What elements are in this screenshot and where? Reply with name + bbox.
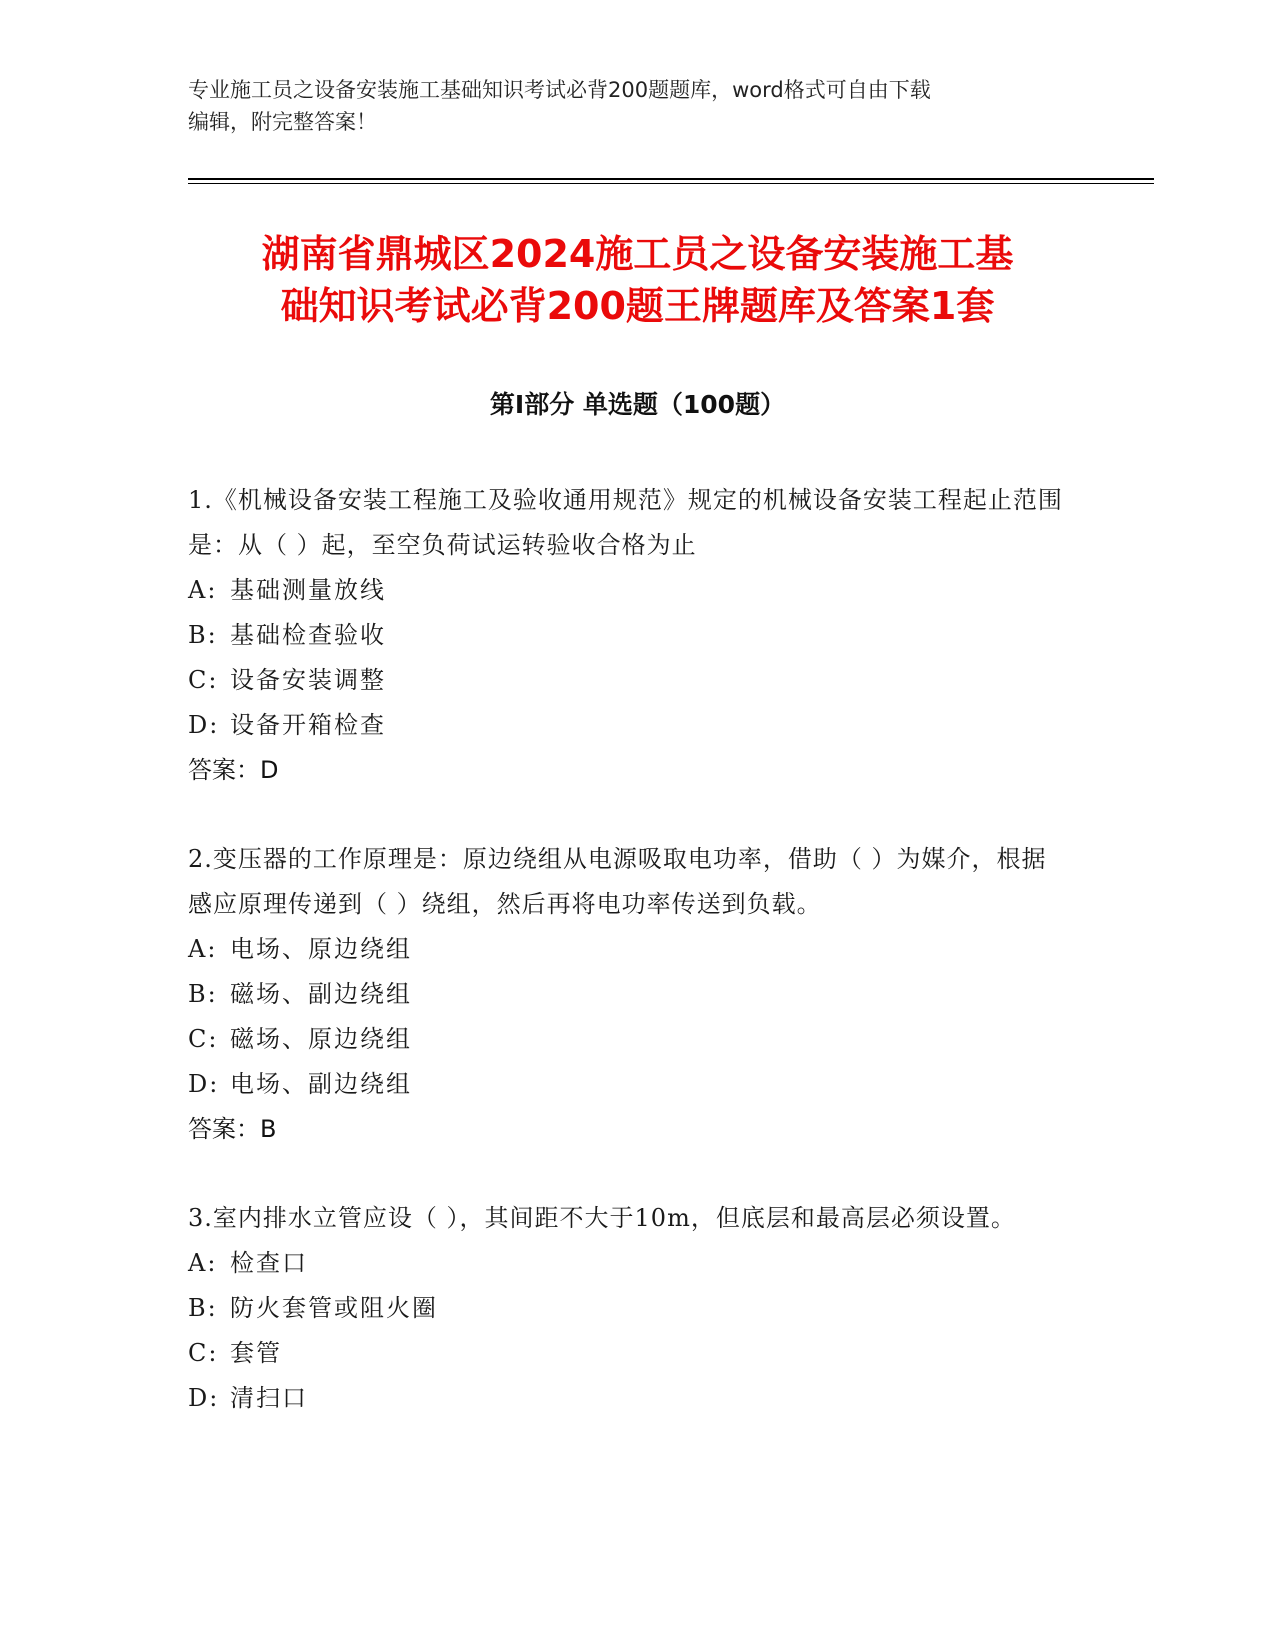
option-letter: D: xyxy=(188,711,220,739)
option-c xyxy=(188,658,1068,703)
option-c xyxy=(188,1017,1068,1062)
option-letter: A: xyxy=(188,576,218,604)
question-2 xyxy=(188,837,1068,1152)
option-letter: B: xyxy=(188,980,218,1008)
option-a xyxy=(188,927,1068,972)
header-note xyxy=(188,74,1088,138)
option-letter: C: xyxy=(188,1025,219,1053)
option-d xyxy=(188,1062,1068,1107)
option-c xyxy=(188,1331,1068,1376)
question-stem: 1.《机械设备安装工程施工及验收通用规范》规定的机械设备安装工程起止范围是：从（ ）起，至空负荷试运转验收合格为止 xyxy=(188,486,1063,559)
option-d xyxy=(188,1376,1068,1421)
document-title-line2: 础知识考试必背200题王牌题库及答案1套 xyxy=(280,284,995,328)
option-text: 磁场、副边绕组 xyxy=(230,980,412,1008)
option-letter: D: xyxy=(188,1384,220,1412)
question-stem: 3.室内排水立管应设（ ），其间距不大于10m，但底层和最高层必须设置。 xyxy=(188,1204,1016,1232)
option-letter: C: xyxy=(188,1339,219,1367)
option-letter: B: xyxy=(188,621,218,649)
option-letter: C: xyxy=(188,666,219,694)
document-title-line1: 湖南省鼎城区2024施工员之设备安装施工基 xyxy=(261,232,1014,276)
option-letter: D: xyxy=(188,1070,220,1098)
option-text: 电场、副边绕组 xyxy=(230,1070,412,1098)
option-b xyxy=(188,972,1068,1017)
option-text: 套管 xyxy=(230,1339,282,1367)
option-text: 检查口 xyxy=(230,1249,308,1277)
option-b xyxy=(188,613,1068,658)
question-1 xyxy=(188,478,1068,793)
option-text: 防火套管或阻火圈 xyxy=(230,1294,438,1322)
option-text: 设备开箱检查 xyxy=(230,711,386,739)
header-divider-thin xyxy=(188,183,1154,184)
question-3 xyxy=(188,1196,1068,1421)
option-letter: A: xyxy=(188,935,218,963)
header-note-line1: 专业施工员之设备安装施工基础知识考试必背200题题库，word格式可自由下载 xyxy=(188,78,931,102)
option-b xyxy=(188,1286,1068,1331)
option-a xyxy=(188,1241,1068,1286)
answer: 答案：D xyxy=(188,756,279,784)
document-title xyxy=(150,228,1125,332)
question-stem: 2.变压器的工作原理是：原边绕组从电源吸取电功率，借助（ ）为媒介，根据感应原理传递到（ ）绕组，然后再将电功率传送到负载。 xyxy=(188,845,1047,918)
option-text: 基础测量放线 xyxy=(230,576,386,604)
option-a xyxy=(188,568,1068,613)
option-letter: A: xyxy=(188,1249,218,1277)
option-text: 清扫口 xyxy=(230,1384,308,1412)
question-list xyxy=(188,478,1068,1465)
answer: 答案：B xyxy=(188,1115,277,1143)
section-title: 第Ⅰ部分 单选题（100题） xyxy=(489,390,786,419)
header-note-line2: 编辑，附完整答案！ xyxy=(188,110,377,134)
option-text: 磁场、原边绕组 xyxy=(230,1025,412,1053)
option-text: 电场、原边绕组 xyxy=(230,935,412,963)
header-divider-thick xyxy=(188,178,1154,180)
option-d xyxy=(188,703,1068,748)
option-text: 设备安装调整 xyxy=(230,666,386,694)
option-letter: B: xyxy=(188,1294,218,1322)
option-text: 基础检查验收 xyxy=(230,621,386,649)
